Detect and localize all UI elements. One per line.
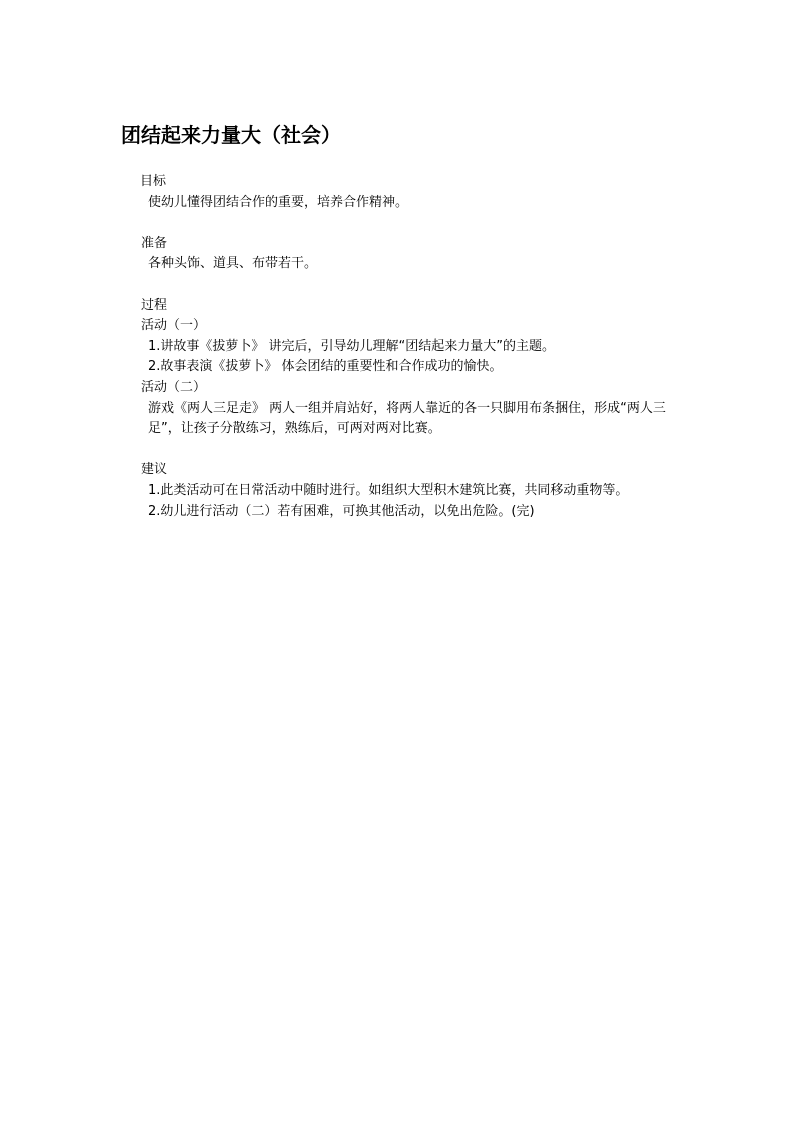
spacer bbox=[121, 440, 677, 461]
prep-heading: 准备 bbox=[141, 235, 168, 251]
activity2-label: 活动（二） bbox=[141, 379, 207, 395]
prep-text: 各种头饰、道具、布带若干。 bbox=[148, 256, 318, 272]
advice-item1: 1.此类活动可在日常活动中随时进行。如组织大型积木建筑比赛，共同移动重物等。 bbox=[148, 482, 629, 498]
spacer bbox=[121, 275, 677, 296]
process-heading: 过程 bbox=[141, 297, 168, 313]
activity1-label: 活动（一） bbox=[141, 318, 207, 334]
spacer bbox=[121, 213, 677, 234]
goal-text: 使幼儿懂得团结合作的重要，培养合作精神。 bbox=[148, 194, 409, 210]
goal-heading: 目标 bbox=[140, 174, 167, 189]
activity2-text: 游戏《两人三足走》 两人一组并肩站好，将两人靠近的各一只脚用布条捆住，形成“两人三足”，让孩子分散练习，熟练后，可两对两对比赛。 bbox=[148, 400, 666, 437]
advice-item2: 2.幼儿进行活动（二）若有困难，可换其他活动，以免出危险。(完) bbox=[148, 503, 535, 519]
activity1-step2: 2.故事表演《拔萝卜》 体会团结的重要性和合作成功的愉快。 bbox=[148, 359, 503, 375]
document-title: 团结起来力量大（社会） bbox=[121, 123, 341, 147]
document-body bbox=[121, 172, 677, 522]
activity1-step1: 1.讲故事《拔萝卜》 讲完后，引导幼儿理解“团结起来力量大”的主题。 bbox=[148, 338, 556, 354]
advice-heading: 建议 bbox=[141, 462, 168, 478]
